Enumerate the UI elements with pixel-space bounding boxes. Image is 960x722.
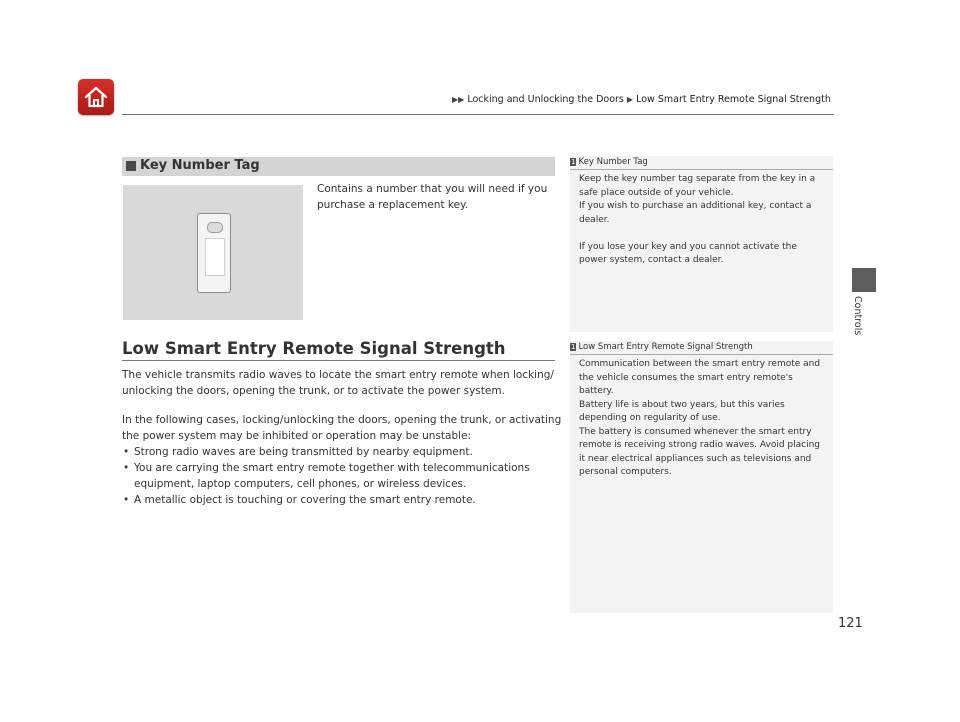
paragraph-cases bbox=[122, 412, 562, 508]
note-heading bbox=[570, 342, 753, 352]
note-line: depending on regularity of use. bbox=[579, 413, 721, 423]
note-line: remote is receiving strong radio waves. Avoid placing bbox=[579, 440, 821, 450]
triangle-right-icon: ▶ bbox=[626, 95, 634, 104]
section-header-key-tag bbox=[122, 157, 555, 176]
text-line: purchase a replacement key. bbox=[317, 199, 469, 211]
list-item bbox=[122, 460, 562, 492]
text-line: • Strong radio waves are being transmitted by nearby equipment. bbox=[134, 446, 473, 458]
breadcrumb bbox=[452, 94, 831, 105]
note-body bbox=[579, 173, 829, 268]
section-title: Key Number Tag bbox=[140, 158, 260, 173]
note-title: Key Number Tag bbox=[578, 157, 648, 167]
note-divider bbox=[570, 354, 833, 355]
note-divider bbox=[570, 169, 833, 170]
case-list bbox=[122, 444, 562, 508]
header-divider bbox=[122, 114, 834, 115]
tag-hole bbox=[207, 222, 223, 233]
note-line: the vehicle consumes the smart entry remote's bbox=[579, 372, 793, 383]
list-item bbox=[122, 444, 562, 460]
note-line: If you lose your key and you cannot activate the bbox=[579, 241, 797, 252]
text-line: equipment, laptop computers, cell phones, or wireless devices. bbox=[134, 478, 467, 490]
triangle-right-icon: ▶▶ bbox=[452, 95, 465, 104]
text-line: Contains a number that you will need if you bbox=[317, 183, 548, 195]
home-button[interactable] bbox=[78, 79, 114, 115]
note-line: The battery is consumed whenever the smart entry bbox=[579, 426, 812, 437]
text-line: • You are carrying the smart entry remote together with telecommunications bbox=[134, 462, 530, 474]
key-tag-illustration bbox=[123, 185, 303, 320]
note-line: battery. bbox=[579, 386, 614, 396]
note-line: safe place outside of your vehicle. bbox=[579, 187, 734, 198]
note-heading bbox=[570, 157, 648, 167]
text-line: • A metallic object is touching or covering the smart entry remote. bbox=[134, 494, 476, 506]
breadcrumb-item-locking[interactable]: Locking and Unlocking the Doors bbox=[467, 94, 624, 105]
note-line: If you wish to purchase an additional key, contact a bbox=[579, 201, 812, 211]
heading-divider bbox=[122, 360, 555, 361]
page-number: 121 bbox=[838, 616, 863, 631]
text-line: The vehicle transmits radio waves to locate the smart entry remote when locking/ bbox=[122, 369, 554, 381]
tag-label-area bbox=[205, 238, 225, 276]
note-line: personal computers. bbox=[579, 467, 672, 477]
note-number: 1 bbox=[571, 343, 576, 351]
note-line: Communication between the smart entry remote and bbox=[579, 359, 821, 369]
chapter-tab[interactable] bbox=[852, 268, 876, 292]
home-icon bbox=[83, 84, 109, 110]
key-tag-description bbox=[317, 181, 557, 213]
note-number: 1 bbox=[571, 158, 576, 166]
note-body bbox=[579, 358, 829, 480]
note-line: Keep the key number tag separate from the key in a bbox=[579, 174, 816, 184]
note-key-tag bbox=[570, 156, 833, 332]
note-line: Battery life is about two years, but this varies bbox=[579, 399, 785, 410]
key-tag-icon bbox=[197, 213, 231, 293]
list-item bbox=[122, 492, 562, 508]
text-line: In the following cases, locking/unlocking the doors, opening the trunk, or activating bbox=[122, 414, 562, 426]
text-line: unlocking the doors, opening the trunk, or to activate the power system. bbox=[122, 385, 505, 397]
square-bullet-icon bbox=[126, 161, 136, 171]
note-line: power system, contact a dealer. bbox=[579, 255, 724, 265]
note-title: Low Smart Entry Remote Signal Strength bbox=[578, 342, 753, 352]
text-line: the power system may be inhibited or operation may be unstable: bbox=[122, 430, 472, 442]
heading-signal-strength: Low Smart Entry Remote Signal Strength bbox=[122, 339, 506, 358]
breadcrumb-item-signal[interactable]: Low Smart Entry Remote Signal Strength bbox=[636, 94, 831, 105]
paragraph-intro bbox=[122, 367, 562, 399]
note-line: it near electrical appliances such as televisions and bbox=[579, 453, 812, 464]
note-spacer bbox=[579, 227, 829, 241]
chapter-label: Controls bbox=[852, 296, 863, 336]
note-line: dealer. bbox=[579, 214, 610, 225]
note-signal-strength bbox=[570, 341, 833, 613]
